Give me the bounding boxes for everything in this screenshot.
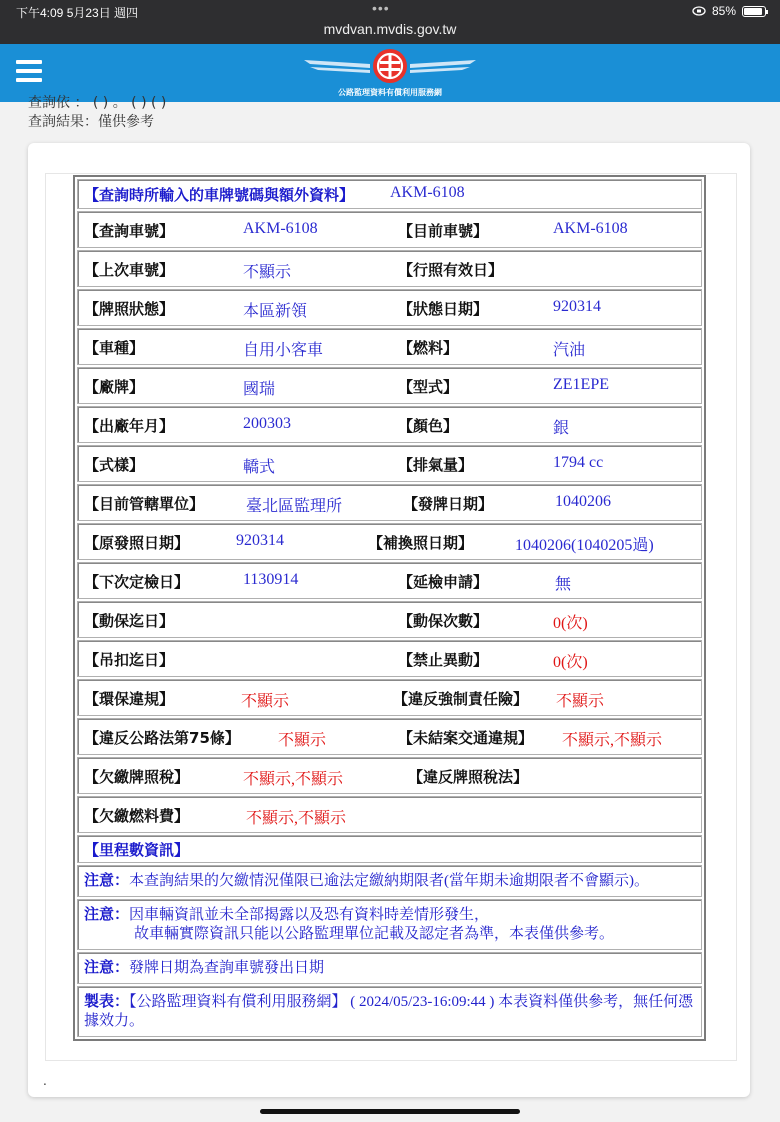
field-value: 1130914 <box>243 571 299 588</box>
field-value: 轎式 <box>243 459 276 476</box>
field-value: 不顯示 <box>243 264 292 281</box>
field-label: 【補換照日期】 <box>368 534 474 552</box>
table-row <box>77 406 702 443</box>
table-row <box>77 367 702 404</box>
table-heading-row <box>77 179 702 209</box>
table-row <box>77 562 702 599</box>
table-row <box>77 640 702 677</box>
field-label: 【違反公路法第75條】 <box>84 729 240 747</box>
field-value: 1040206 <box>555 493 611 510</box>
field-value: 920314 <box>553 298 601 315</box>
note-4-text: 【公路監理資料有償利用服務網】 ( 2024/05/23-16:09:44 ) 本表資料僅供參考，無任何憑據效力。 <box>84 994 694 1029</box>
table-row <box>77 289 702 326</box>
field-label: 【環保違規】 <box>84 690 175 708</box>
note-4 <box>77 986 702 1037</box>
note-1-text: 本查詢結果的欠繳情況僅限已逾法定繳納期限者(當年期未逾期限者不會顯示)。 <box>129 873 650 889</box>
note-3-text: 發牌日期為查詢車號發出日期 <box>129 960 325 976</box>
note-2-title: 注意： <box>84 905 130 923</box>
field-label: 【出廠年月】 <box>84 417 175 435</box>
field-label: 【式樣】 <box>84 456 145 474</box>
table-row <box>77 445 702 482</box>
table-row <box>77 601 702 638</box>
field-value: 本區新領 <box>243 303 308 320</box>
table-row <box>77 796 702 833</box>
menu-icon[interactable] <box>16 60 42 84</box>
field-value: 不顯示,不顯示 <box>243 771 344 788</box>
field-value: 1040206(1040205過) <box>515 537 654 554</box>
heading-plate: AKM-6108 <box>390 184 465 201</box>
query-basis-text: 查詢依 ： ( ) 。 ( ) ( ) <box>28 95 167 111</box>
field-label: 【原發照日期】 <box>84 534 190 552</box>
table-row <box>77 523 702 560</box>
note-2-line2: 故車輛實際資訊只能以公路監理單位記載及認定者為準，本表僅供參考。 <box>134 926 615 942</box>
logo-emblem-icon <box>300 48 480 88</box>
field-value: 不顯示 <box>278 732 327 749</box>
table-row <box>77 328 702 365</box>
table-row <box>77 484 702 521</box>
table-row <box>77 757 702 794</box>
field-value: 不顯示 <box>241 693 290 710</box>
field-value: 不顯示,不顯示 <box>562 732 663 749</box>
mileage-label: 【里程數資訊】 <box>84 841 190 859</box>
field-value: AKM-6108 <box>553 220 628 237</box>
field-label: 【狀態日期】 <box>398 300 489 318</box>
status-bar <box>0 0 780 44</box>
note-1-title: 注意： <box>84 871 130 889</box>
field-label: 【燃料】 <box>398 339 459 357</box>
field-value: 不顯示 <box>556 693 605 710</box>
status-right <box>692 4 766 18</box>
battery-icon <box>742 6 766 17</box>
field-label: 【動保迄日】 <box>84 612 175 630</box>
field-label: 【延檢申請】 <box>398 573 489 591</box>
footer-dot: . <box>43 1074 47 1088</box>
note-2-line1: 因車輛資訊並未全部揭露以及恐有資料時差情形發生， <box>129 907 490 923</box>
field-label: 【排氣量】 <box>398 456 474 474</box>
logo-text: 公路監理資料有償利用服務網 <box>338 88 442 97</box>
table-row <box>77 679 702 716</box>
table-row <box>77 718 702 755</box>
field-label: 【禁止異動】 <box>398 651 489 669</box>
site-logo[interactable] <box>300 48 480 100</box>
field-label: 【下次定檢日】 <box>84 573 190 591</box>
field-label: 【欠繳牌照稅】 <box>84 768 190 786</box>
rotation-lock-icon <box>692 5 706 17</box>
vehicle-info-table <box>73 175 706 1041</box>
field-label: 【上次車號】 <box>84 261 175 279</box>
field-label: 【型式】 <box>398 378 459 396</box>
field-value: 汽油 <box>553 342 586 359</box>
field-value: 臺北區監理所 <box>246 498 343 515</box>
field-label: 【違反牌照稅法】 <box>408 768 529 786</box>
field-value: 1794 cc <box>553 454 604 471</box>
field-value: 200303 <box>243 415 291 432</box>
field-label: 【車種】 <box>84 339 145 357</box>
note-1 <box>77 865 702 897</box>
battery-percent: 85% <box>711 4 736 18</box>
field-label: 【發牌日期】 <box>403 495 494 513</box>
field-label: 【查詢車號】 <box>84 222 175 240</box>
field-value: 銀 <box>553 420 570 437</box>
field-label: 【廠牌】 <box>84 378 145 396</box>
field-value: 國瑞 <box>243 381 276 398</box>
field-label: 【欠繳燃料費】 <box>84 807 190 825</box>
heading-label: 【查詢時所輸入的車牌號碼與額外資料】 <box>84 186 355 204</box>
field-label: 【未結案交通違規】 <box>398 729 534 747</box>
field-label: 【違反強制責任險】 <box>393 690 529 708</box>
field-value: 0(次) <box>553 615 588 632</box>
field-value: 920314 <box>236 532 284 549</box>
field-value: AKM-6108 <box>243 220 318 237</box>
field-label: 【目前車號】 <box>398 222 489 240</box>
field-label: 【目前管轄單位】 <box>84 495 205 513</box>
home-indicator[interactable] <box>260 1109 520 1114</box>
note-3 <box>77 952 702 984</box>
field-value: 自用小客車 <box>243 342 324 359</box>
field-label: 【牌照狀態】 <box>84 300 175 318</box>
status-time: 下午4:09 5月23日 週四 <box>16 6 139 20</box>
mileage-row <box>77 835 702 863</box>
field-value: ZE1EPE <box>553 376 609 393</box>
table-row <box>77 250 702 287</box>
field-label: 【動保次數】 <box>398 612 489 630</box>
note-2 <box>77 899 702 950</box>
note-4-title: 製表： <box>84 992 130 1010</box>
table-row <box>77 211 702 248</box>
field-label: 【行照有效日】 <box>398 261 504 279</box>
note-3-title: 注意： <box>84 958 130 976</box>
result-note: 查詢結果：僅供參考 <box>28 114 154 130</box>
field-value: 不顯示,不顯示 <box>246 810 347 827</box>
field-value: 0(次) <box>553 654 588 671</box>
more-dots-icon[interactable]: ••• <box>372 0 390 16</box>
field-value: 無 <box>555 576 572 593</box>
field-label: 【吊扣迄日】 <box>84 651 175 669</box>
address-url[interactable]: mvdvan.mvdis.gov.tw <box>323 21 457 37</box>
field-label: 【顏色】 <box>398 417 459 435</box>
